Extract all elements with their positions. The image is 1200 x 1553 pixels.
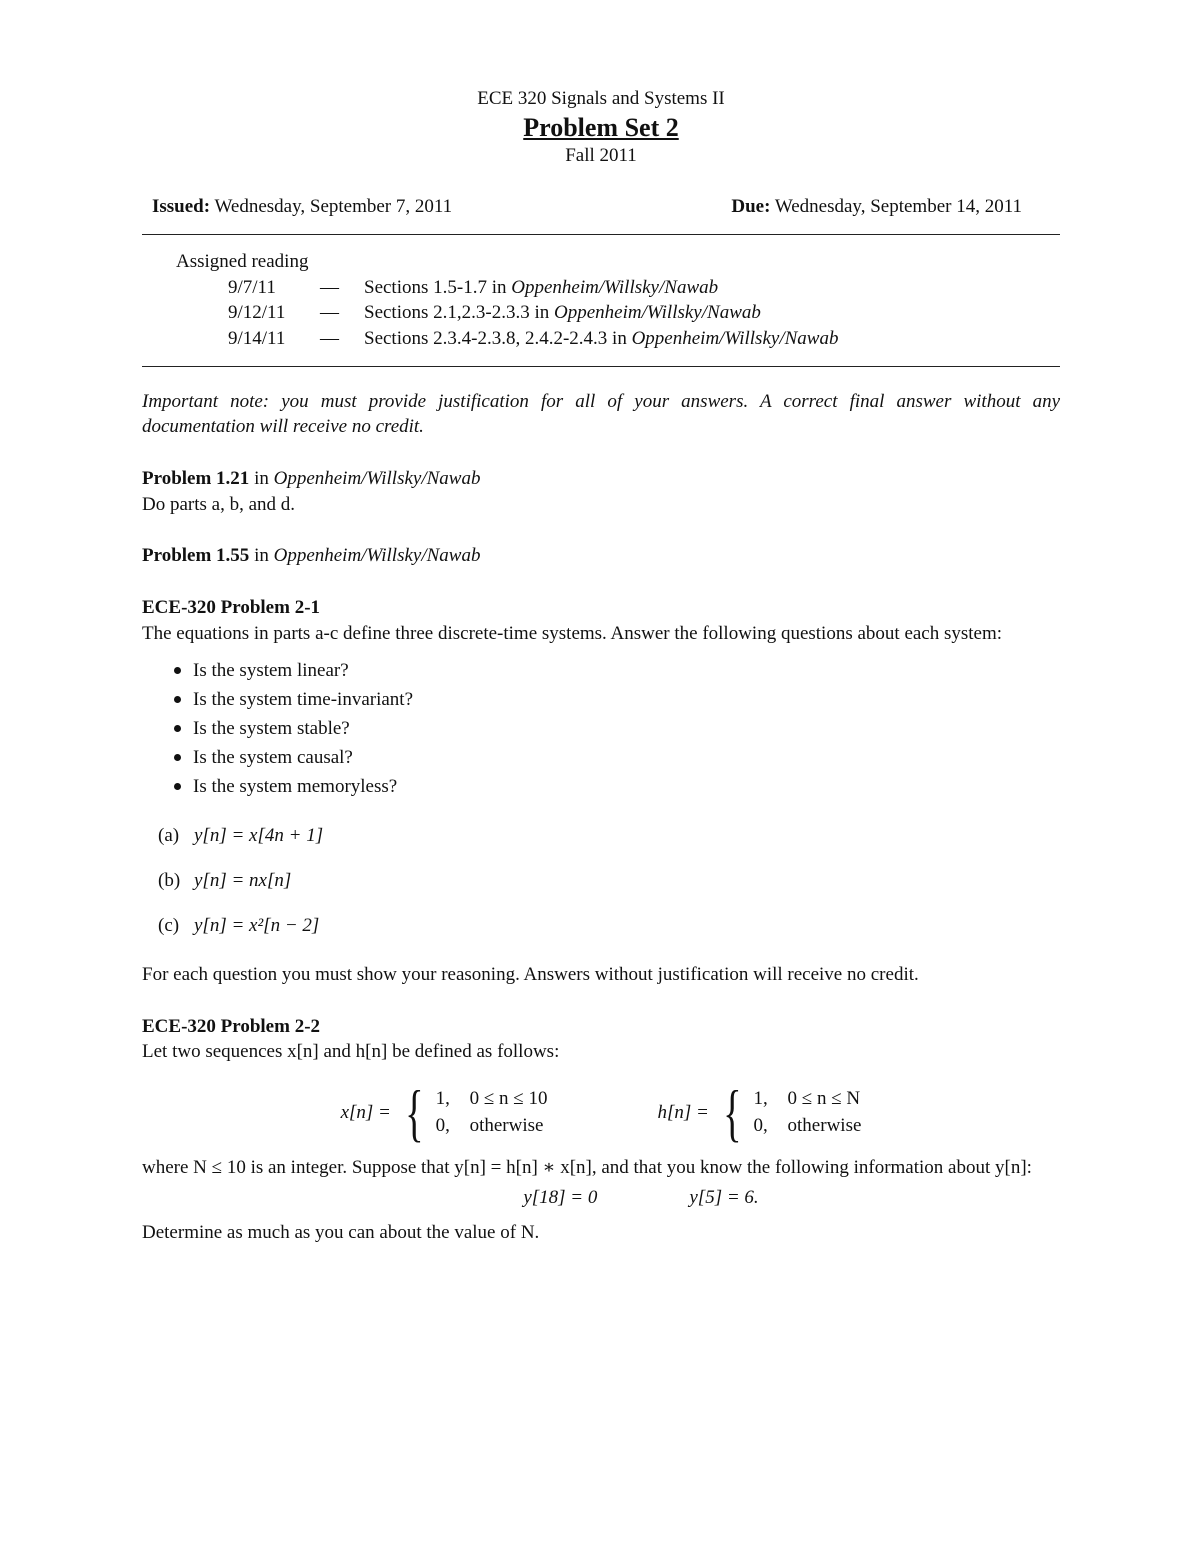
list-item: Is the system time-invariant? [174,685,1060,714]
reading-row: 9/14/11 — Sections 2.3.4-2.3.8, 2.4.2-2.4.3 in Oppenheim/Willsky/Nawab [228,328,839,350]
problem-statement: where N ≤ 10 is an integer. Suppose that y[n] = h[n] ∗ x[n], and that you know the following information about y[n]: [142,1157,1032,1179]
h-definition: h[n] = { 1, 0 ≤ n ≤ N 0, otherwise [657,1077,862,1149]
important-note: Important note: you must provide justification for all of your answers. A correct final answer without any documentation will receive no credit. [142,390,1060,438]
problem-1-55: Problem 1.55 in Oppenheim/Willsky/Nawab [142,545,481,567]
list-item: Is the system linear? [174,656,1060,685]
problem-intro: The equations in parts a-c define three discrete-time systems. Answer the following questions about each system: [142,622,1003,644]
brace-icon: { [722,1077,742,1149]
equation-part: (c) y[n] = x²[n − 2] [158,914,320,936]
bullet-icon [174,667,181,674]
equation-part: (b) y[n] = nx[n] [158,869,292,891]
dates-row [142,194,1060,220]
bullet-icon [174,725,181,732]
problem-set-page [142,86,1060,1246]
question-list [142,656,1060,801]
equation-parts [158,813,1060,948]
problem-closing: For each question you must show your reasoning. Answers without justification will receive no credit. [142,964,919,986]
sequence-definitions [142,1077,1060,1149]
course-title: ECE 320 Signals and Systems II [477,88,725,109]
bullet-icon [174,696,181,703]
problem-2-2 [142,1014,1060,1246]
problem-heading: ECE-320 Problem 2-1 [142,596,321,618]
equation-part: (a) y[n] = x[4n + 1] [158,824,324,846]
divider [142,366,1060,367]
page-title: Problem Set 2 [523,112,679,142]
reading-row: 9/7/11 — Sections 1.5-1.7 in Oppenheim/Willsky/Nawab [228,276,719,298]
x-definition: x[n] = { 1, 0 ≤ n ≤ 10 0, otherwise [340,1077,548,1149]
list-item: Is the system memoryless? [174,772,1060,801]
reading-heading: Assigned reading [176,251,309,273]
problem-2-1 [142,595,1060,988]
y-values: y[18] = 0 y[5] = 6. [523,1186,759,1208]
issued-date: Issued: Wednesday, September 7, 2011 [152,196,453,218]
reading-row: 9/12/11 — Sections 2.1,2.3-2.3.3 in Oppenheim/Willsky/Nawab [228,302,761,324]
due-date: Due: Wednesday, September 14, 2011 [731,196,1022,218]
term: Fall 2011 [565,144,637,166]
problem-intro: Let two sequences x[n] and h[n] be defined as follows: [142,1041,560,1063]
bullet-icon [174,783,181,790]
brace-icon: { [405,1077,424,1149]
assigned-reading [142,235,1060,366]
bullet-icon [174,754,181,761]
list-item: Is the system stable? [174,714,1060,743]
list-item: Is the system causal? [174,743,1060,772]
problem-heading: ECE-320 Problem 2-2 [142,1015,321,1037]
problem-closing: Determine as much as you can about the value of N. [142,1222,540,1244]
problem-1-21: Problem 1.21 in Oppenheim/Willsky/Nawab Do parts a, b, and d. [142,467,481,515]
